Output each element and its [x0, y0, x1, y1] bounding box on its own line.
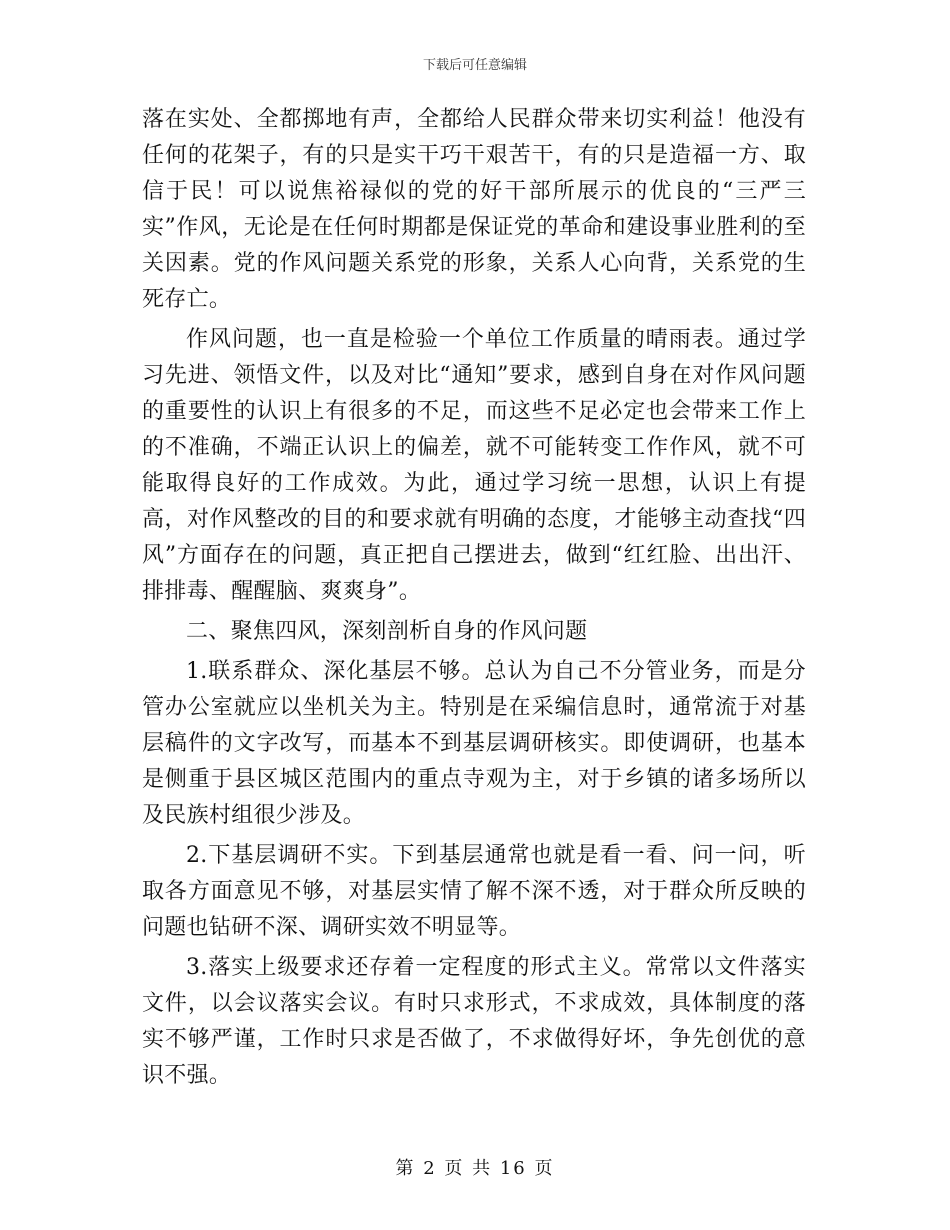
paragraph-style-issue: 作风问题，也一直是检验一个单位工作质量的晴雨表。通过学习先进、领悟文件，以及对比“通知”要求，感到自身在对作风问题的重要性的认识上有很多的不足，而这些不足必定也会带来工作上的不准确，不端正认识上的偏差，就不可能转变工作作风，就不可能取得良好的工作成效。为此，通过学习统一思想，认识上有提高，对作风整改的目的和要求就有明确的态度，才能够主动查找“四风”方面存在的问题，真正把自己摆进去，做到“红红脸、出出汗、排排毒、醒醒脑、爽爽身”。	[142, 327, 806, 604]
document-body	[142, 102, 806, 1098]
page-header: 下载后可任意编辑	[422, 58, 527, 73]
list-item-2: 2.下基层调研不实。下到基层通常也就是看一看、问一问，听取各方面意见不够，对基层实情了解不深不透，对于群众所反映的问题也钻研不深、调研实效不明显等。	[142, 843, 806, 940]
list-item-3: 3.落实上级要求还存着一定程度的形式主义。常常以文件落实文件，以会议落实会议。有时只求形式，不求成效，具体制度的落实不够严谨，工作时只求是否做了，不求做得好坏，争先创优的意识不强。	[142, 955, 806, 1088]
page-number-footer: 第 2 页 共 16 页	[395, 1158, 555, 1179]
section-heading-two: 二、聚焦四风，深刻剖析自身的作风问题	[186, 619, 588, 644]
paragraph-continuation: 落在实处、全都掷地有声，全都给人民群众带来切实利益！他没有任何的花架子，有的只是实干巧干艰苦干，有的只是造福一方、取信于民！可以说焦裕禄似的党的好干部所展示的优良的“三严三实”作风，无论是在任何时期都是保证党的革命和建设事业胜利的至关因素。党的作风问题关系党的形象，关系人心向背，关系党的生死存亡。	[142, 107, 806, 312]
list-item-1: 1.联系群众、深化基层不够。总认为自己不分管业务，而是分管办公室就应以坐机关为主。特别是在采编信息时，通常流于对基层稿件的文字改写，而基本不到基层调研核实。即使调研，也基本是侧重于县区城区范围内的重点寺观为主，对于乡镇的诸多场所以及民族村组很少涉及。	[142, 659, 806, 828]
